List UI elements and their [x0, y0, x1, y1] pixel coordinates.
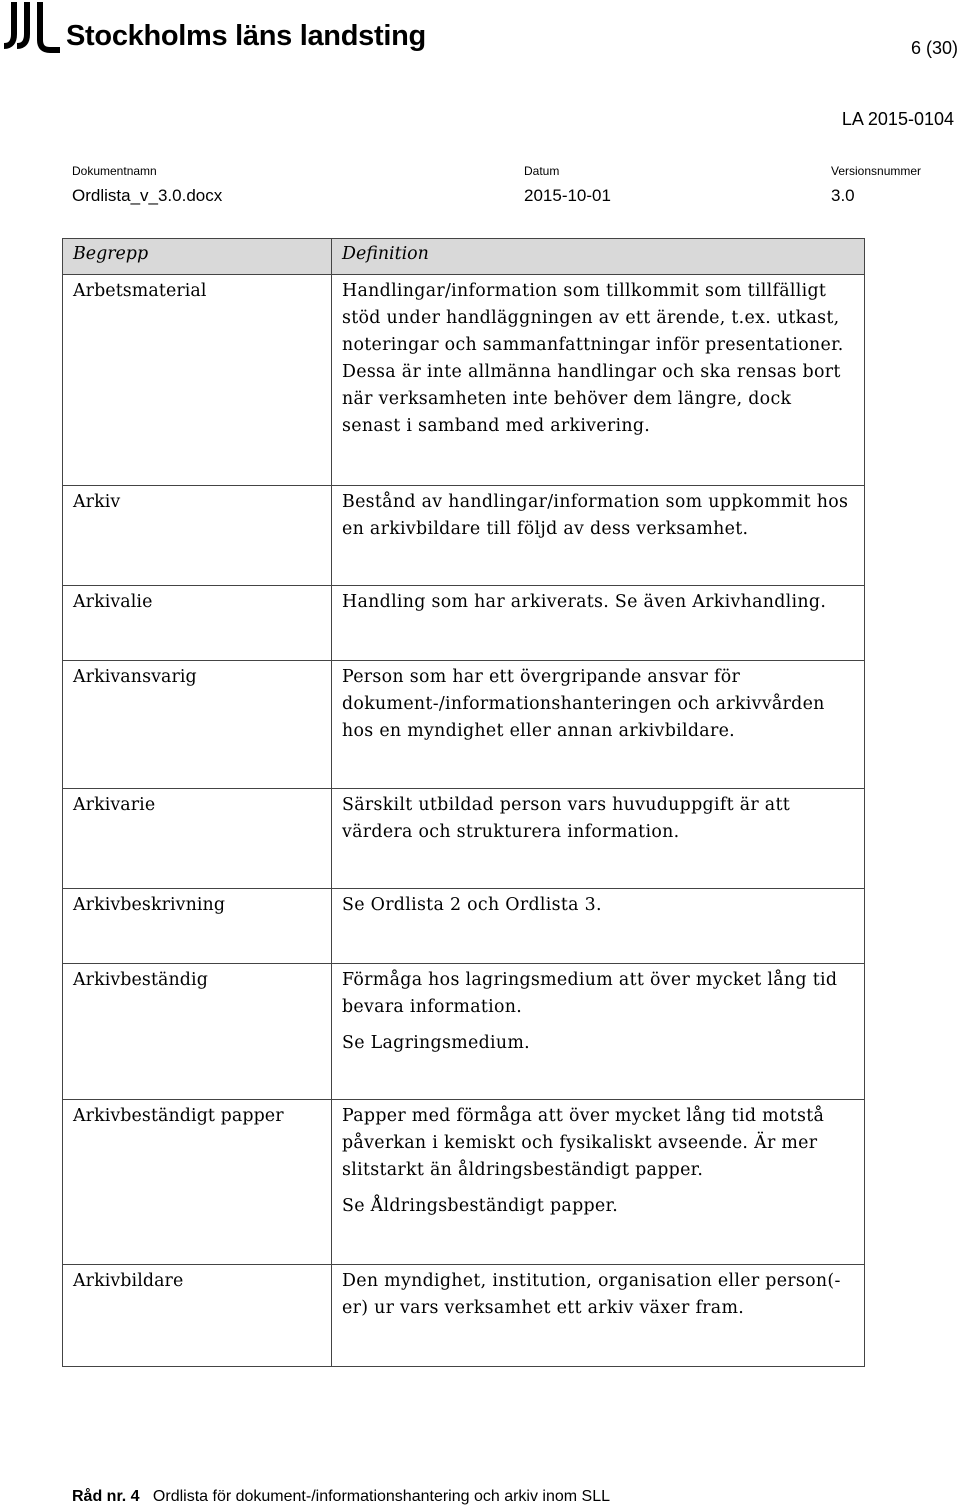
definition: Bestånd av handlingar/information som uppkommit hos en arkivbildare till följd av dess verksamhet. — [332, 486, 865, 586]
term: Arkivansvarig — [63, 661, 332, 789]
definition: Se Ordlista 2 och Ordlista 3. — [332, 889, 865, 964]
document-code: LA 2015-0104 — [841, 109, 954, 129]
table-row — [63, 586, 865, 661]
table-row — [63, 789, 865, 889]
definition: Förmåga hos lagringsmedium att över mycket lång tid bevara information. Se Lagringsmedium. — [332, 964, 865, 1100]
term: Arkivbeskrivning — [63, 889, 332, 964]
footer-label: Råd nr. 4 — [72, 1488, 140, 1505]
definition: Handlingar/information som tillkommit som tillfälligt stöd under handläggningen av ett ärende, t.ex. utkast, noteringar och sammanfattningar inför presentationer. Dessa är inte allmänna handlingar och ska rensas bort när verksamheten inte behöver dem längre, dock senast i samband med arkivering. — [332, 275, 865, 486]
table-header-row — [63, 239, 865, 275]
doc-name: Ordlista_v_3.0.docx — [72, 186, 223, 205]
term: Arkivbildare — [63, 1265, 332, 1367]
sll-logo-icon — [0, 0, 62, 62]
doc-name-label: Dokumentnamn — [72, 164, 157, 178]
version-value: 3.0 — [831, 186, 855, 205]
definition: Särskilt utbildad person vars huvuduppgift är att värdera och strukturera information. — [332, 789, 865, 889]
header-definition: Definition — [332, 239, 865, 275]
table-row — [63, 275, 865, 486]
header-term: Begrepp — [63, 239, 332, 275]
definition: Handling som har arkiverats. Se även Arkivhandling. — [332, 586, 865, 661]
table-row — [63, 661, 865, 789]
footer — [72, 1488, 610, 1506]
term: Arkivbeständigt papper — [63, 1100, 332, 1265]
table-row — [63, 964, 865, 1100]
definition: Den myndighet, institution, organisation eller person(-er) ur vars verksamhet ett arkiv växer fram. — [332, 1265, 865, 1367]
page-number: 6 (30) — [910, 38, 958, 58]
term: Arkiv — [63, 486, 332, 586]
table-row — [63, 1265, 865, 1367]
date-label: Datum — [524, 164, 560, 178]
definition: Papper med förmåga att över mycket lång tid motstå påverkan i kemiskt och fysikaliskt avseende. Är mer slitstarkt än åldringsbeständigt papper. Se Åldringsbeständigt papper. — [332, 1100, 865, 1265]
sll-logo — [0, 0, 62, 62]
version-label: Versionsnummer — [831, 164, 922, 178]
term: Arkivalie — [63, 586, 332, 661]
footer-title: Ordlista för dokument-/informationshantering och arkiv inom SLL — [152, 1488, 611, 1505]
term: Arbetsmaterial — [63, 275, 332, 486]
term: Arkivbeständig — [63, 964, 332, 1100]
table-row — [63, 889, 865, 964]
definition: Person som har ett övergripande ansvar för dokument-/informationshanteringen och arkivvården hos en myndighet eller annan arkivbildare. — [332, 661, 865, 789]
term: Arkivarie — [63, 789, 332, 889]
organization-name: Stockholms läns landsting — [66, 20, 426, 52]
table-row — [63, 486, 865, 586]
glossary-table — [62, 238, 865, 1367]
table-row — [63, 1100, 865, 1265]
date-value: 2015-10-01 — [524, 186, 611, 205]
